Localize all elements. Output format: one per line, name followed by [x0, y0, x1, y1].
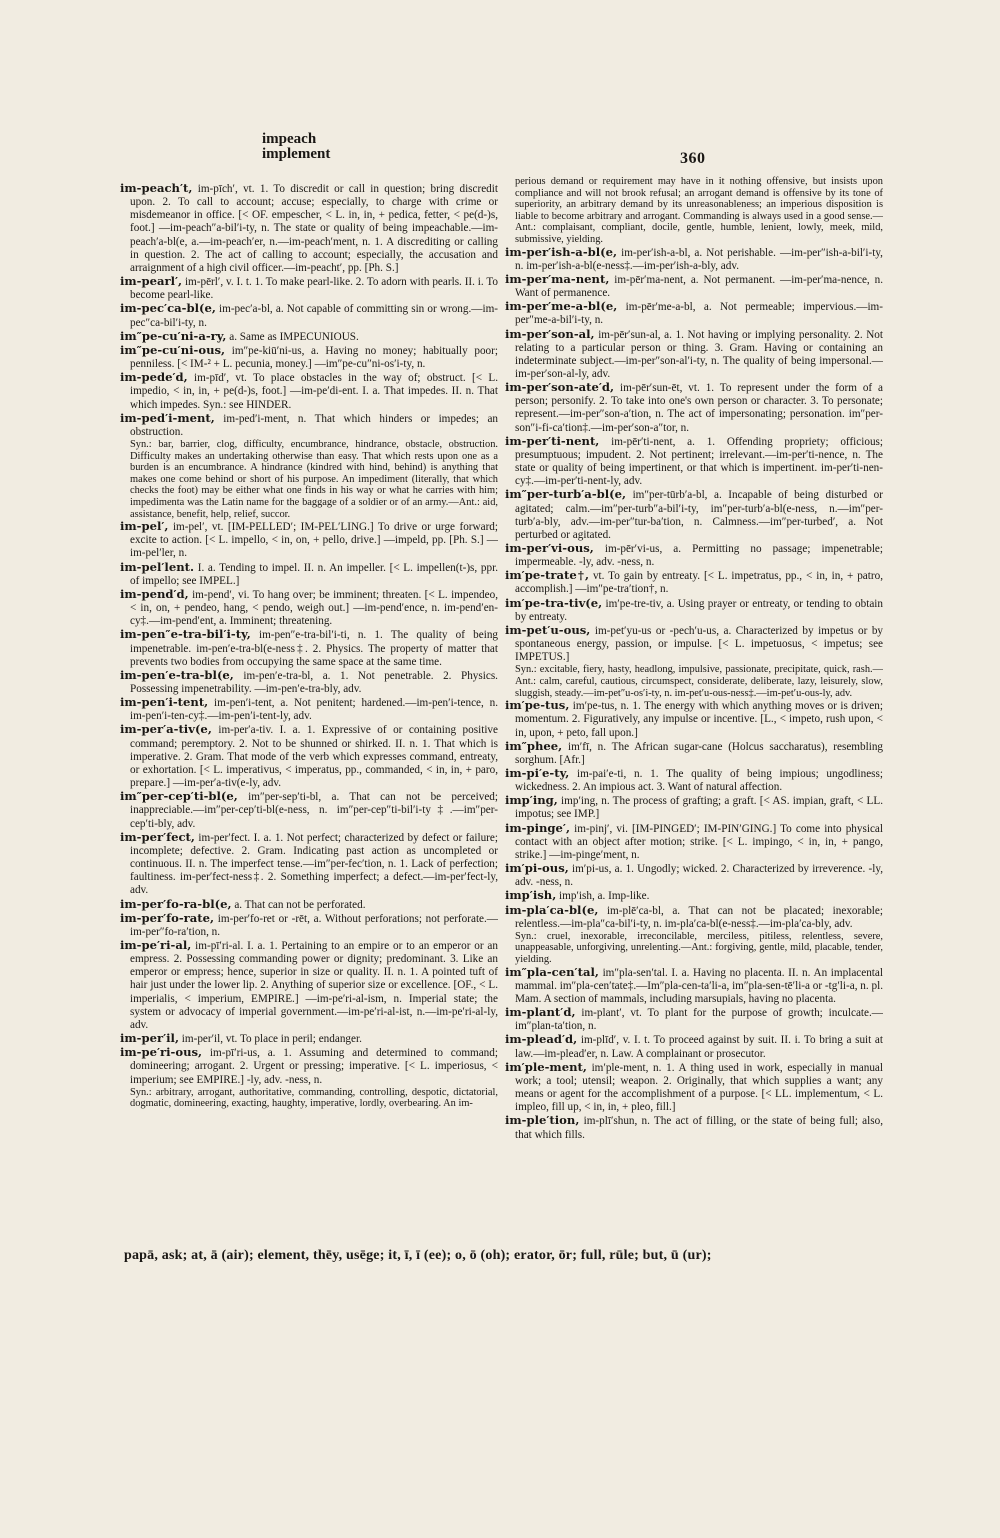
- entry-definition: I. a. 1. Expressive of or containing positive command; peremptory. 2. Not to be shunned or shirked. II. n. 1. That which is imperative. 2. Gram. That mode of the verb which expresses command, entreaty, or exhortation. [< L. imperativus, < imperatus, pp., commanded, < in, in, + paro, prepare.] —im-per′a-tiv(e-ly, adv.: [130, 724, 498, 790]
- dictionary-entry: [505, 767, 883, 794]
- entry-pronunciation: im-pend′, vi.: [188, 588, 250, 601]
- entry-headword: im″per-turb′a-bl(e,: [505, 487, 627, 502]
- entry-definition: 1. To discredit or call in question; bring discredit upon. 2. To call to account; accuse; especially, to charge with crime or misdemeanor in office. [< OF. empescher, < L. in, in, + pedica, fetter, < pe(d-)s, foot.] —im-peach″a-bil′i-ty, n. The state or quality of being impeachable.—im-peach′a-bl(e, a.—im-peach′er, n.—im-peach′ment, n. 1. A discrediting or calling in question. 2. The act of calling to account; especially, the accusation and arraignment of a high civil officer.—im-peacht′, pp. [Ph. S.]: [130, 183, 498, 274]
- entry-pronunciation: im′pi-us, a.: [568, 863, 623, 876]
- dictionary-entry: [505, 273, 883, 300]
- dictionary-entry: [120, 182, 498, 275]
- entry-headword: im″pla-cen′tal,: [505, 964, 599, 979]
- entry-pronunciation: im-ped′i-ment, n.: [214, 412, 307, 425]
- entry-pronunciation: im-plī′shun, n.: [579, 1115, 650, 1128]
- entry-definition: [IM-PELLED′; IM-PEL′LING.] To drive or urge forward; excite to action. [< L. impello, < in, on, + pello, drive.] —impeld, pp. [Ph. S.] —im-pel′ler, n.: [130, 521, 498, 560]
- dictionary-entry: [505, 488, 883, 542]
- dictionary-entry: [505, 740, 883, 767]
- entry-definition: Without perforations; not perforate.—im-per″fo-ra′tion, n.: [130, 912, 498, 938]
- entry-definition: 1. To represent under the form of a person; personify. 2. To take into one's own person or character. 3. To personate; represent.—im-per″son-a′tion, n. The act of impersonating; personation. im″per-son″i-fi-ca′tion‡.—im-per′son-a″tor, n.: [515, 382, 883, 434]
- entry-headword: im″phee,: [505, 738, 563, 753]
- entry-pronunciation: im′pe-tre-tiv, a.: [602, 597, 675, 610]
- entry-headword: im-pe′ri-al,: [120, 937, 192, 952]
- entry-pronunciation: im-pēr′sun-ēt, vt.: [614, 382, 700, 395]
- guide-words: [262, 132, 330, 162]
- entry-pronunciation: im-pēr′me-a-bl, a.: [617, 301, 712, 314]
- entry-pronunciation: im″pla-sen′tal.: [598, 966, 668, 979]
- entry-definition: 1. Assuming and determined to command; domineering; arrogant. 2. Urgent or pressing; imperative. [< L. imperiosus, < imperium; see EMPIRE.] -ly, adv. -ness, n.: [130, 1047, 498, 1086]
- left-column: [120, 182, 498, 1222]
- entry-headword: im-per′son-al,: [505, 326, 595, 341]
- entry-definition: To plant for the purpose of growth; inculcate.—im″plan-ta′tion, n.: [515, 1007, 883, 1033]
- entry-pronunciation: vt.: [589, 570, 605, 583]
- entry-definition: 1. The quality of being impious; ungodliness; wickedness. 2. An impious act. 3. Want of natural affection.: [515, 767, 883, 794]
- entry-definition: Not capable of committing sin or wrong.—im-pec″ca-bil′i-ty, n.: [130, 303, 498, 329]
- dictionary-entry: [505, 176, 883, 246]
- dictionary-entry: [120, 939, 498, 1032]
- entry-definition: I. t. To proceed against by suit. II. i. To bring a suit at law.—im-plead′er, n. Law. A complainant or prosecutor.: [515, 1034, 883, 1060]
- entry-definition: I. a. 1. Not perfect; characterized by defect or failure; incomplete; defective. 2. Gram. Indicating past action as uncompleted or continuous. II. n. The imperfect tense.—im″per-fec′tion, n. 1. Lack of perfection; faultiness. im-per′fect-ness‡. 2. Something imperfect; a defect.—im-per′fect-ly, adv.: [130, 831, 498, 897]
- entry-pronunciation: im-pī′ri-us, a.: [202, 1047, 276, 1060]
- entry-headword: im″pe-cu′ni-ous,: [120, 342, 226, 357]
- entry-headword: im-pel′lent.: [120, 559, 195, 574]
- entry-headword: im-per′ish-a-bl(e,: [505, 244, 618, 259]
- entry-pronunciation: im-pēr′ma-nent, a.: [609, 273, 699, 286]
- dictionary-entry: [120, 898, 498, 912]
- entry-definition: Not penitent; hardened.—im-pen′i-tence, n. im-pen′i-ten-cy‡.—im-pen′i-tent-ly, adv.: [130, 697, 498, 723]
- entry-definition: The process of grafting; a graft. [< AS. impian, graft, < LL. impotus; see IMP.]: [515, 795, 883, 821]
- dictionary-entry: [120, 588, 498, 628]
- entry-definition: 1. Offending propriety; officious; presumptuous; impudent. 2. Not pertinent; irrelevant.—im-per′ti-nence, n. The state or quality of being impertinent, or that which is impertinent. im-per′ti-nen-cy‡.—im-per′ti-nent-ly, adv.: [515, 435, 883, 488]
- entry-pronunciation: im-per′fect.: [194, 831, 251, 844]
- entry-pronunciation: im-pai′e-ti, n.: [569, 767, 643, 780]
- entry-headword: im-pen″e-tra-bil′i-ty,: [120, 627, 251, 642]
- entry-definition: To hang over; be imminent; threaten. [< L. impendeo, < in, on, + pendeo, hang, < pendo, weigh out.] —im-pend′ence, n. im-pend′en-cy‡.—im-pend′ent, a. Imminent; threatening.: [130, 588, 498, 628]
- entry-headword: im-per′ti-nent,: [505, 433, 600, 448]
- entry-definition: That which hinders or impedes; an obstruction.: [130, 412, 498, 438]
- entry-pronunciation: im-pen′e-tra-bl, a.: [233, 669, 331, 682]
- entry-definition: I. a. Having no placenta. II. n. An implacental mammal. im″pla-cen′tate‡.—Im″pla-cen-ta′li-a, im″pla-sen-tē′li-a or -tg′li-a, n. pl. Mam. A section of mammals, including marsupials, having no placenta.: [515, 966, 883, 1005]
- right-column: [505, 176, 883, 1216]
- entry-definition: Permitting no passage; impenetrable; impermeable. -ly, adv. -ness, n.: [515, 543, 883, 569]
- entry-headword: im-per′son-ate′d,: [505, 380, 615, 395]
- entry-definition: perious demand or requirement may have in it nothing offensive, but insists upon compliance and will not brook refusal; an arrogant demand is offensive by its tone of superiority, an arbitrary demand by its unreasonableness; an imperious disposition is liable to become arbitrary and arrogant. Commanding is always used in a good sense.—Ant.: complaisant, compliant, docile, gentle, humble, lenient, lowly, meek, mild, submissive, yielding.: [515, 176, 883, 245]
- entry-headword: im′pi-ous,: [505, 861, 569, 876]
- dictionary-entry: [505, 1033, 883, 1060]
- dictionary-entry: [120, 831, 498, 898]
- entry-definition: I. a. Tending to impel. II. n. An impeller. [< L. impellen(t-)s, ppr. of impello; see IMPEL.]: [130, 561, 498, 587]
- entry-definition: I. a. 1. Pertaining to an empire or to an emperor or an empress. 2. Possessing commanding power or dignity; predominant. 3. Like an emperor or empress; hence, superior in size or quality. II. n. 1. A pointed tuft of hair just under the lower lip. 2. Anything of superior size or excellence. [OF., < L. imperialis, < imperium, EMPIRE.] —im-pe′ri-al-ism, n. Imperial state; the system or advocacy of imperial government.—im-pe′ri-al-ist, n.—im-pe′ri-al-ly, adv.: [130, 939, 498, 1031]
- entry-pronunciation: im-pet′yu-us or -pech′u-us, a.: [590, 624, 732, 637]
- dictionary-entry: [505, 624, 883, 664]
- entry-pronunciation: im-pērl′, v.: [182, 276, 234, 289]
- entry-headword: im-plant′d,: [505, 1005, 576, 1020]
- pronunciation-key: papā, ask; at, ā (air); element, thēy, usēge; it, ī, ī (ee); o, ō (oh); erator, ōr; full, rūle; but, ū (ur);: [124, 1248, 712, 1263]
- page-number: 360: [680, 150, 706, 167]
- entry-headword: imp′ing,: [505, 793, 558, 808]
- entry-definition: Same as IMPECUNIOUS.: [237, 330, 359, 343]
- dictionary-entry: [120, 790, 498, 830]
- entry-pronunciation: a.: [226, 330, 237, 343]
- entry-definition: Not permeable; impervious.—im-per″me-a-bil′i-ty, n.: [515, 301, 883, 327]
- entry-headword: im-per′fo-ra-bl(e,: [120, 896, 232, 911]
- entry-pronunciation: im-pen″e-tra-bil′i-ti, n.: [250, 629, 367, 642]
- entry-headword: im″pe-cu′ni-a-ry,: [120, 328, 227, 343]
- entry-headword: im-per′me-a-bl(e,: [505, 299, 618, 314]
- entry-definition: [IM-PINGED′; IM-PIN′GING.] To come into physical contact with an object after motion; strike. [< L. impingo, < in, in, + pango, strike.] —im-pinge′ment, n.: [515, 822, 883, 861]
- entry-headword: im-pen′i-tent,: [120, 695, 209, 710]
- dictionary-entry: [120, 1046, 498, 1086]
- entry-headword: im-per′vi-ous,: [505, 541, 594, 555]
- entry-headword: im-pe′ri-ous,: [120, 1045, 203, 1060]
- entry-headword: im-pinge′,: [505, 820, 570, 835]
- entry-definition: Incapable of being disturbed or agitated; calm.—im″per-turb″a-bil′i-ty, im″per-turb′a-bl(e-ness, n.—im″per-turb′a-bly, adv.—im-per″tur-ba′tion, n. Calmness.—im″per-turbed′, a. Not perturbed or agitated.: [515, 489, 883, 541]
- entry-pronunciation: im-pēr′vi-us, a.: [593, 543, 682, 555]
- entry-definition: To place in peril; endanger.: [237, 1033, 362, 1046]
- entry-pronunciation: im″per-sep′ti-bl, a.: [237, 791, 340, 804]
- entry-pronunciation: im-pen′i-tent, a.: [208, 697, 289, 710]
- synonym-note: Syn.: cruel, inexorable, irreconcilable, merciless, pitiless, relentless, severe, unappeasable, unforgiving, unrelenting.—Ant.: forgiving, gentle, mild, placable, tender, yielding.: [515, 930, 883, 966]
- dictionary-entry: [120, 520, 498, 560]
- entry-headword: im-per′fect,: [120, 829, 195, 844]
- entry-definition: The act of filling, or the state of being full; also, that which fills.: [515, 1115, 883, 1141]
- dictionary-entry: [505, 794, 883, 821]
- entry-definition: That can not be perceived; inappreciable.—im″per-cep′ti-bl(e-ness, n. im″per-cep″ti-bil′i-ty‡.—im″per-cep′ti-bly, adv.: [130, 791, 498, 830]
- dictionary-entry: [120, 412, 498, 439]
- dictionary-entry: [505, 246, 883, 273]
- entry-headword: im′pe-trate†,: [505, 568, 590, 583]
- entry-pronunciation: im′fī, n.: [562, 740, 607, 753]
- entry-definition: Using prayer or entreaty, or tending to obtain by entreaty.: [515, 597, 883, 623]
- dictionary-entry: [505, 328, 883, 382]
- entry-pronunciation: imp′ing, n.: [557, 795, 610, 808]
- dictionary-entry: [505, 1061, 883, 1115]
- dictionary-entry: [505, 435, 883, 489]
- dictionary-entry: [505, 699, 883, 739]
- dictionary-entry: [505, 300, 883, 327]
- entry-headword: im-per′a-tiv(e,: [120, 722, 212, 737]
- entry-pronunciation: im-pīd′, vt.: [187, 372, 247, 385]
- entry-headword: im′ple-ment,: [505, 1059, 587, 1074]
- entry-pronunciation: im-per′a-tiv.: [211, 724, 274, 737]
- dictionary-entry: [505, 822, 883, 862]
- entry-definition: Imp-like.: [605, 890, 650, 903]
- entry-headword: im-pearl′,: [120, 274, 183, 289]
- entry-headword: im-per′fo-rate,: [120, 910, 215, 925]
- entry-headword: imp′ish,: [505, 888, 557, 903]
- synonym-note: Syn.: arbitrary, arrogant, authoritative, commanding, controlling, despotic, dictatorial, dogmatic, domineering, exacting, haughty, imperative, lordly, overbearing. An im-: [130, 1086, 498, 1110]
- entry-pronunciation: im-per′ish-a-bl, a.: [617, 246, 703, 259]
- entry-definition: Not perishable. —im-per″ish-a-bil′i-ty, n. im-per′ish-a-bl(e-ness‡.—im-per′ish-a-bly, adv.: [515, 246, 883, 272]
- entry-pronunciation: im-per′fo-ret or -rēt, a.: [214, 912, 322, 925]
- entry-pronunciation: im-plant′, vt.: [575, 1007, 642, 1020]
- dictionary-entry: [120, 628, 498, 668]
- entry-definition: 1. A thing used in work, especially in manual work; a tool; utensil; weapon. 2. Originally, that which supplies a want; any means or agent for the accomplishment of a purpose. [< LL. implementum, < L. impleo, fill up, < in, in, + pleo, fill.]: [515, 1061, 883, 1114]
- entry-headword: im-pla′ca-bl(e,: [505, 902, 599, 917]
- dictionary-entry: [120, 275, 498, 302]
- dictionary-entry: [505, 381, 883, 435]
- entry-headword: im′pe-tra-tiv(e,: [505, 595, 603, 610]
- dictionary-entry: [505, 569, 883, 596]
- dictionary-entry: [505, 862, 883, 889]
- dictionary-entry: [505, 542, 883, 569]
- dictionary-entry: [120, 1032, 498, 1046]
- dictionary-entry: [120, 669, 498, 696]
- entry-pronunciation: im-per′il, vt.: [178, 1033, 238, 1046]
- dictionary-entry: [505, 966, 883, 1006]
- dictionary-entry: [120, 561, 498, 588]
- entry-pronunciation: im-pinj′, vi.: [570, 822, 628, 835]
- entry-pronunciation: im″pe-kiū′ni-us, a.: [225, 344, 319, 357]
- entry-headword: im-peach′t,: [120, 182, 193, 195]
- entry-pronunciation: im-pēr′sun-al, a.: [594, 328, 672, 341]
- entry-definition: That can not be placated; inexorable; relentless.—im-pla″ca-bil′i-ty, n. im-pla′ca-bl(e-ness‡.—im-pla′ca-bly, adv.: [515, 904, 883, 930]
- dictionary-entry: [120, 344, 498, 371]
- entry-definition: Not permanent. —im-per′ma-nence, n. Want of permanence.: [515, 273, 883, 300]
- entry-definition: 1. Not having or implying personality. 2. Not relating to a particular person or thing. 3. Gram. Having or containing an indeterminate subject.—im-per″son-al′i-ty, n. The quality of being impersonal.—im-per′son-al-ly, adv.: [515, 328, 883, 380]
- entry-definition: The African sugar-cane (Holcus saccharatus), resembling sorghum. [Afr.]: [515, 740, 883, 766]
- entry-definition: Characterized by impetus or by spontaneous energy, passion, or impulse. [< L. impetuosus, < impetus; see IMPETUS.]: [515, 624, 883, 664]
- entry-pronunciation: im-plē′ca-bl, a.: [598, 904, 681, 917]
- dictionary-entry: [505, 904, 883, 931]
- entry-pronunciation: im′ple-ment, n.: [586, 1061, 662, 1074]
- entry-headword: im-per′il,: [120, 1031, 179, 1046]
- entry-definition: To gain by entreaty. [< L. impetratus, pp., < in, in, + patro, accomplish.] —im″pe-tra′tion†, n.: [515, 570, 883, 596]
- dictionary-entry: [505, 889, 883, 903]
- entry-pronunciation: im-pīch′, vt.: [192, 183, 255, 195]
- dictionary-entry: [120, 330, 498, 344]
- guide-word-first: impeach: [262, 131, 317, 147]
- entry-definition: That can not be perforated.: [242, 898, 366, 911]
- entry-headword: im-pi′e-ty,: [505, 765, 570, 780]
- entry-headword: im′pe-tus,: [505, 698, 570, 713]
- entry-pronunciation: im-pec′a-bl, a.: [215, 303, 284, 316]
- entry-pronunciation: im′pe-tus, n.: [569, 700, 629, 713]
- entry-pronunciation: im-pī′ri-al.: [191, 939, 244, 952]
- dictionary-entry: [505, 597, 883, 624]
- entry-headword: im-per′ma-nent,: [505, 271, 610, 286]
- entry-headword: im-pel′,: [120, 519, 169, 534]
- dictionary-entry: [120, 912, 498, 939]
- dictionary-entry: [120, 371, 498, 411]
- entry-definition: Having no money; habitually poor; penniless. [< IM-² + L. pecunia, money.] —im″pe-cu″ni-os′i-ty, n.: [130, 344, 498, 371]
- synonym-note: Syn.: excitable, fiery, hasty, headlong, impulsive, passionate, precipitate, quick, rash.—Ant.: calm, careful, cautious, circumspect, considerate, deliberate, lazy, leisurely, slow, sluggish, steady.—im-pet″u-os′i-ty, n. im-pet′u-ous-ness‡.—im-pet′u-ous-ly, adv.: [515, 664, 883, 699]
- entry-pronunciation: im″per-tūrb′a-bl, a.: [626, 489, 722, 502]
- entry-headword: im-pet′u-ous,: [505, 622, 591, 637]
- entry-definition: I. t. 1. To make pearl-like. 2. To adorn with pearls. II. i. To become pearl-like.: [130, 276, 498, 302]
- dictionary-entry: [505, 1006, 883, 1033]
- dictionary-entry: [505, 1114, 883, 1141]
- dictionary-entry: [120, 696, 498, 723]
- entry-pronunciation: im-pēr′ti-nent, a.: [599, 435, 695, 448]
- entry-pronunciation: im-pel′, vt.: [168, 521, 224, 534]
- entry-definition: 1. The quality of being impenetrable. im-pen′e-tra-bl(e-ness‡. 2. Physics. The property of matter that prevents two bodies from occupying the same space at the same time.: [130, 629, 498, 668]
- entry-definition: To place obstacles in the way of; obstruct. [< L. impedio, < in, in, + pe(d-)s, foot.] —im-pe′di-ent. I. a. That impedes. II. n. That which impedes. Syn.: see HINDER.: [130, 372, 498, 411]
- entry-headword: im-pend′d,: [120, 586, 189, 601]
- entry-definition: 1. The energy with which anything moves or is driven; momentum. 2. Figuratively, any impulse or incentive. [L., < impeto, rush upon, < in, upon, + peto, fall upon.]: [515, 700, 883, 739]
- entry-definition: 1. Not penetrable. 2. Physics. Possessing impenetrability. —im-pen′e-tra-bly, adv.: [130, 669, 498, 695]
- dictionary-entry: [120, 723, 498, 790]
- dictionary-entry: [120, 302, 498, 329]
- entry-pronunciation: a.: [231, 898, 243, 911]
- entry-headword: im-pen′e-tra-bl(e,: [120, 667, 234, 682]
- entry-headword: im-ple′tion,: [505, 1113, 580, 1128]
- entry-headword: im-pede′d,: [120, 370, 188, 385]
- entry-pronunciation: imp′ish, a.: [556, 890, 606, 903]
- entry-headword: im-pec′ca-bl(e,: [120, 301, 216, 316]
- entry-pronunciation: im-plīd′, v.: [577, 1034, 631, 1047]
- entry-definition: 1. Ungodly; wicked. 2. Characterized by irreverence. -ly, adv. -ness, n.: [515, 863, 883, 889]
- entry-headword: im″per-cep′ti-bl(e,: [120, 789, 238, 804]
- entry-headword: im-plead′d,: [505, 1032, 578, 1047]
- entry-headword: im-ped′i-ment,: [120, 410, 215, 425]
- synonym-note: Syn.: bar, barrier, clog, difficulty, encumbrance, hindrance, obstacle, obstruction. Difficulty makes an undertaking otherwise than easy. That which rests upon one as a burden is an encumbrance. A hindrance (kindred with hind, behind) is anything that makes one come behind or short of his purpose. An impediment (literally, that which checks the foot) may be either what one finds in his way or what he carries with him; impedimenta was the Latin name for the baggage of a soldier or of an army.—Ant.: aid, assistance, benefit, help, relief, succor.: [130, 438, 498, 520]
- guide-word-last: implement: [262, 146, 331, 162]
